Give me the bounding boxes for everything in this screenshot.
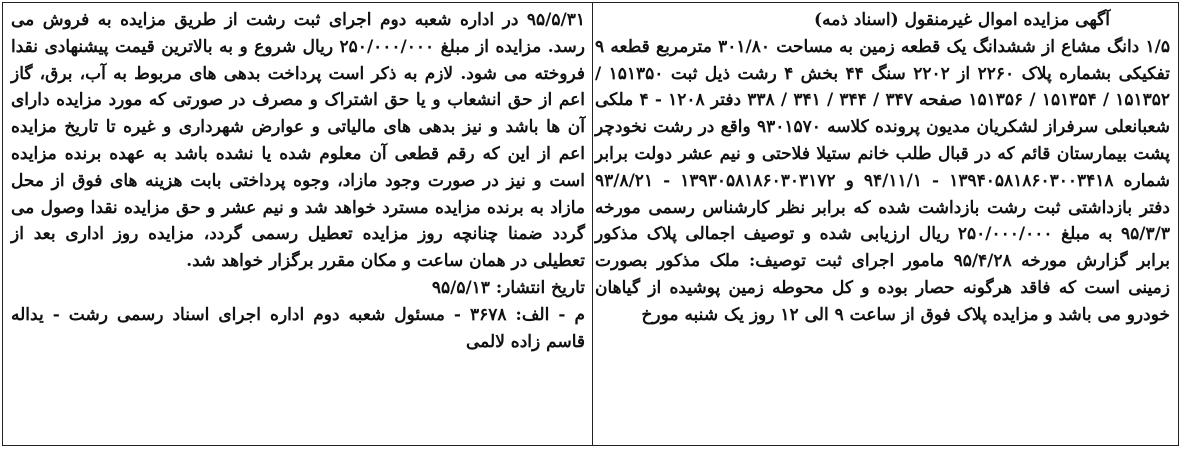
right-column-body: ۱/۵ دانگ مشاع از ششدانگ یک قطعه زمین به مساحت ۳۰۱/۸۰ مترمربع قطعه ۹ تفکیکی بشماره پلاک ۲۲۶۰ از ۲۲۰۲ سنگ ۴۴ بخش ۴ رشت ذیل ثبت ۱۵۱۳۵۰ / ۱۵۱۳۵۲ / ۱۵۱۳۵۴ / ۱۵۱۳۵۶ صفحه ۳۴۷ / ۳۴۴ / ۳۴۱ / ۳۳۸ دفتر ۱۲۰۸ - ۴ ملکی شعبانعلی سرفراز لشکریان مدیون پرونده کلاسه ۹۳۰۱۵۷۰ واقع در رشت نخودچر پشت بیمارستان قائم که در قبال طلب خانم ستیلا فلاحتی و نیم عشر دولت برابر شماره ۱۳۹۴۰۵۸۱۸۶۰۳۰۰۳۴۱۸ - ۹۴/۱۱/۱ و ۱۳۹۳۰۵۸۱۸۶۰۳۰۳۱۷۲ - ۹۳/۸/۲۱ دفتر بازداشتی ثبت رشت بازداشت شده که برابر نظر کارشناس رسمی مورخه ۹۵/۳/۳ به مبلغ ۲۵۰/۰۰۰/۰۰۰ ریال ارزیابی شده و توصیف اجمالی پلاک مذکور برابر گزارش مورخه ۹۵/۴/۲۸ مامور اجرای ثبت توصیف: ملک مذکور بصورت زمینی است که فاقد هرگونه حصار بوده و کل محوطه زمین پوشیده از گیاهان خودرو می باشد و مزایده پلاک فوق از ساعت ۹ الی ۱۲ روز یک شنبه مورخ	[595, 36, 1171, 325]
publish-date: تاریخ انتشار: ۹۵/۵/۱۳	[431, 277, 585, 298]
auction-notice	[2, 2, 1179, 446]
right-column	[595, 7, 1170, 329]
left-column-body: ۹۵/۵/۳۱ در اداره شعبه دوم اجرای ثبت رشت از طریق مزایده به فروش می رسد. مزایده از مبلغ ۲۵۰/۰۰۰/۰۰۰ ریال شروع و به بالاترین قیمت پیشنهادی نقدا فروخته می شود. لازم به ذکر است پرداخت بدهی های مربوط به آب، برق، گاز اعم از حق انشعاب و یا حق اشتراک و مصرف در صورتی که مورد مزایده دارای آن ها باشد و نیز بدهی های مالیاتی و عوارض شهرداری و غیره تا تاریخ مزایده اعم از این که رقم قطعی آن معلوم شده یا نشده باشد به عهده برنده مزایده است و نیز در صورت وجود مازاد، وجوه پرداختی بابت هزینه های فوق از محل مازاد به برنده مزایده مسترد خواهد شد و نیم عشر و حق مزایده نقدا وصول می گردد ضمنا چنانچه روز مزایده تعطیل رسمی گردد، مزایده روز اداری بعد از تعطیلی در همان ساعت و مکان مقرر برگزار خواهد شد.	[11, 10, 585, 272]
signature-line: م - الف: ۳۶۷۸ - مسئول شعبه دوم اداره اجرای اسناد رسمی رشت - یداله قاسم زاده لالمی	[11, 304, 585, 352]
notice-title: آگهی مزایده اموال غیرمنقول (اسناد ذمه)	[814, 10, 1110, 30]
left-column	[11, 7, 585, 355]
column-divider	[592, 3, 593, 445]
